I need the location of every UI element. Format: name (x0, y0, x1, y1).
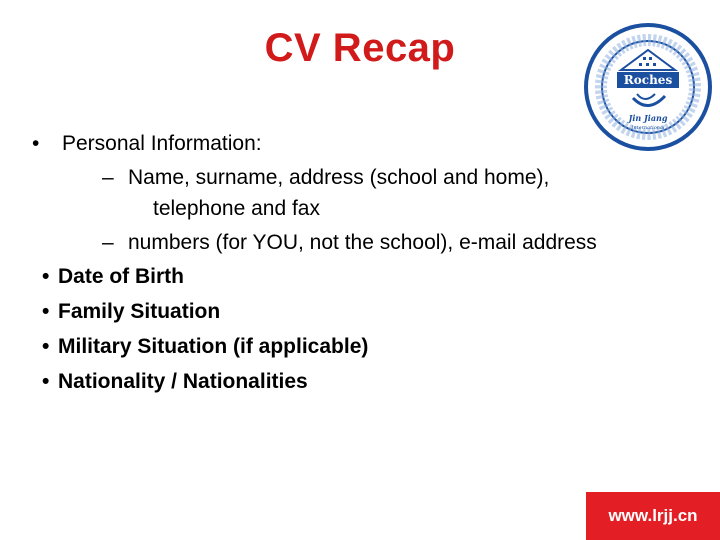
dash-icon: – (102, 231, 114, 254)
logo-subtitle: Jin Jiang (628, 113, 668, 123)
sub-list-item-text: numbers (for YOU, not the school), e-mail address (128, 231, 597, 254)
sub-list-item-continuation (153, 197, 320, 221)
logo-name: Roches (623, 73, 673, 87)
list-item-date-of-birth (42, 265, 184, 289)
sub-list-item-text: telephone and fax (153, 197, 320, 220)
bullet-icon: • (42, 335, 50, 358)
bullet-icon: • (32, 132, 40, 155)
list-item-text: Date of Birth (58, 265, 184, 288)
bullet-icon: • (42, 370, 50, 393)
bullet-icon: • (42, 265, 50, 288)
sub-list-item-name (102, 166, 550, 190)
list-item-text: Family Situation (58, 300, 221, 323)
watermark-badge: www.lrjj.cn (586, 492, 720, 540)
list-item-text: Personal Information: (62, 132, 262, 155)
list-item-family-situation (42, 300, 220, 324)
list-item-nationality (42, 370, 308, 394)
list-item-personal-information (32, 132, 262, 156)
list-item-text: Nationality / Nationalities (58, 370, 308, 393)
dash-icon: – (102, 166, 114, 189)
logo-caption: International (631, 125, 665, 131)
sub-list-item-numbers (102, 231, 597, 255)
list-item-text: Military Situation (if applicable) (58, 335, 369, 358)
list-item-military-situation (42, 335, 368, 359)
slide-title: CV Recap (264, 26, 456, 70)
sub-list-item-text: Name, surname, address (school and home), (128, 166, 550, 189)
bullet-icon: • (42, 300, 50, 323)
